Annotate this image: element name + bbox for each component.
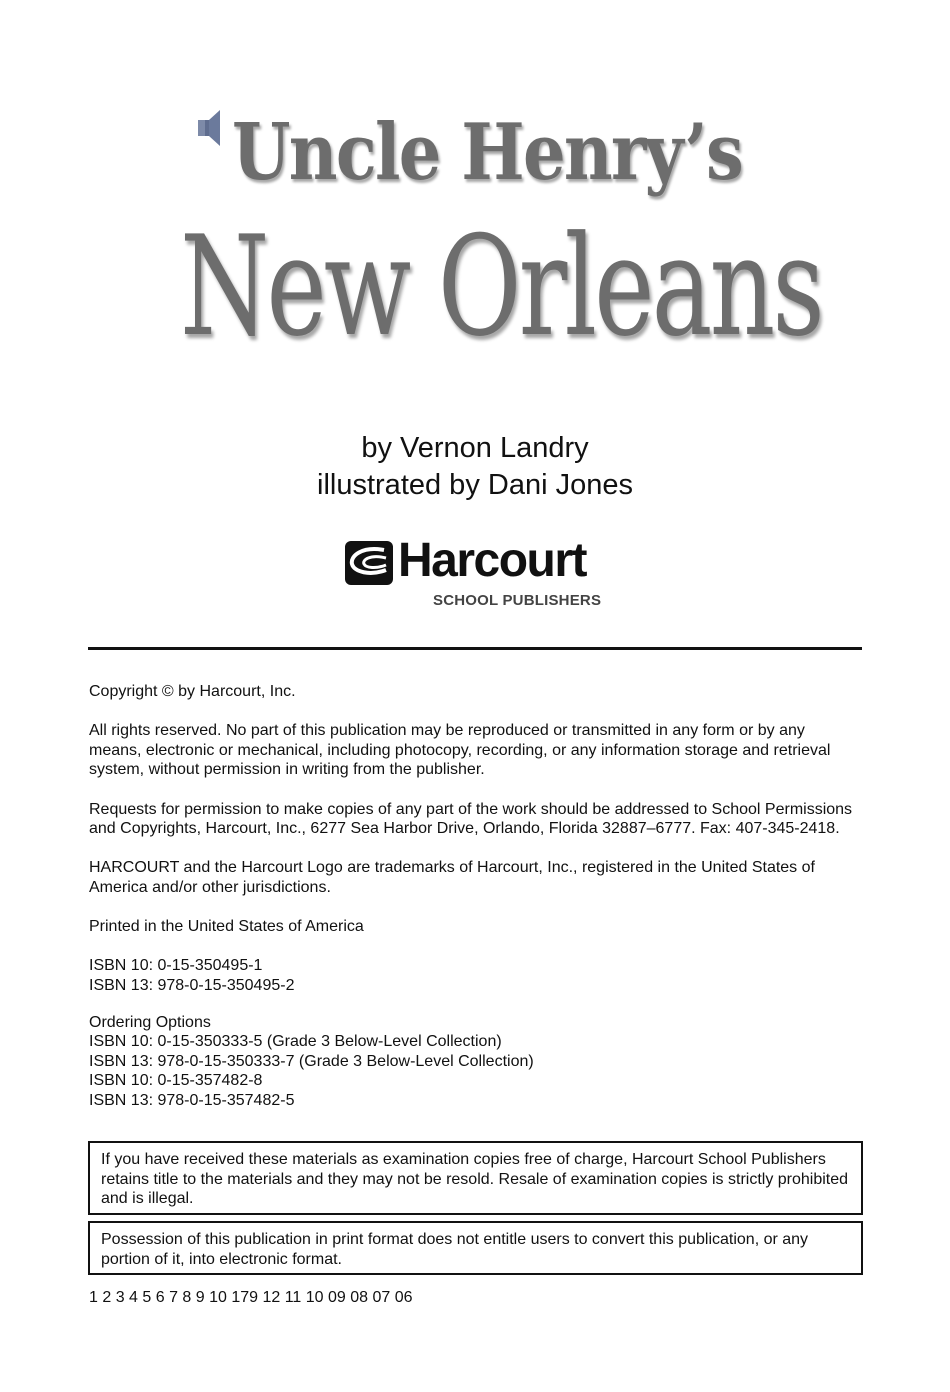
divider [88, 647, 862, 650]
ordering-line: ISBN 10: 0-15-357482-8 [89, 1072, 263, 1090]
ordering-line: ISBN 13: 978-0-15-357482-5 [89, 1091, 295, 1109]
ordering-options [89, 1013, 859, 1111]
illustrator-credit: illustrated by Dani Jones [317, 469, 633, 501]
printed-line: Printed in the United States of America [89, 918, 364, 936]
examination-copy-notice: If you have received these materials as examination copies free of charge, Harcourt School Publishers retains title to the materials and they may not be resold. Resale of examination copies is strictly prohibited and is illegal. [88, 1141, 863, 1215]
harcourt-logo-icon [344, 540, 394, 586]
isbn-block [89, 956, 859, 995]
isbn-line: ISBN 10: 0-15-350495-1 [89, 957, 263, 975]
book-title-line2: New Orleans [180, 206, 822, 367]
ordering-title: Ordering Options [89, 1013, 211, 1031]
electronic-format-notice: Possession of this publication in print format does not entitle users to convert this publication, or any portion of it, into electronic format. [88, 1221, 863, 1275]
trademark-paragraph: HARCOURT and the Harcourt Logo are trademarks of Harcourt, Inc., registered in the United States of America and/or other jurisdictions. [89, 859, 815, 896]
publisher-subtitle: SCHOOL PUBLISHERS [433, 592, 602, 609]
publisher-logo [344, 534, 614, 614]
byline [0, 430, 950, 504]
print-line: 1 2 3 4 5 6 7 8 9 10 179 12 11 10 09 08 07 06 [89, 1289, 413, 1306]
copyright-line: Copyright © by Harcourt, Inc. [89, 683, 296, 700]
ordering-line: ISBN 10: 0-15-350333-5 (Grade 3 Below-Level Collection) [89, 1033, 502, 1051]
isbn-line: ISBN 13: 978-0-15-350495-2 [89, 976, 295, 994]
ordering-line: ISBN 13: 978-0-15-350333-7 (Grade 3 Below-Level Collection) [89, 1052, 534, 1070]
rights-paragraph: All rights reserved. No part of this publication may be reproduced or transmitted in any form or by any means, electronic or mechanical, including photocopy, recording, or any information storage and retrieval system, without permission in writing from the publisher. [89, 722, 831, 779]
book-title-line1: Uncle Henry’s [232, 107, 742, 198]
author-credit: by Vernon Landry [361, 432, 589, 464]
speaker-icon[interactable] [196, 108, 224, 148]
publisher-name: Harcourt [398, 534, 587, 587]
permissions-paragraph: Requests for permission to make copies of any part of the work should be addressed to School Permissions and Copyrights, Harcourt, Inc., 6277 Sea Harbor Drive, Orlando, Florida 32887–6777. Fax: 407-345-2418. [89, 800, 853, 838]
copyright-section [89, 682, 859, 1110]
